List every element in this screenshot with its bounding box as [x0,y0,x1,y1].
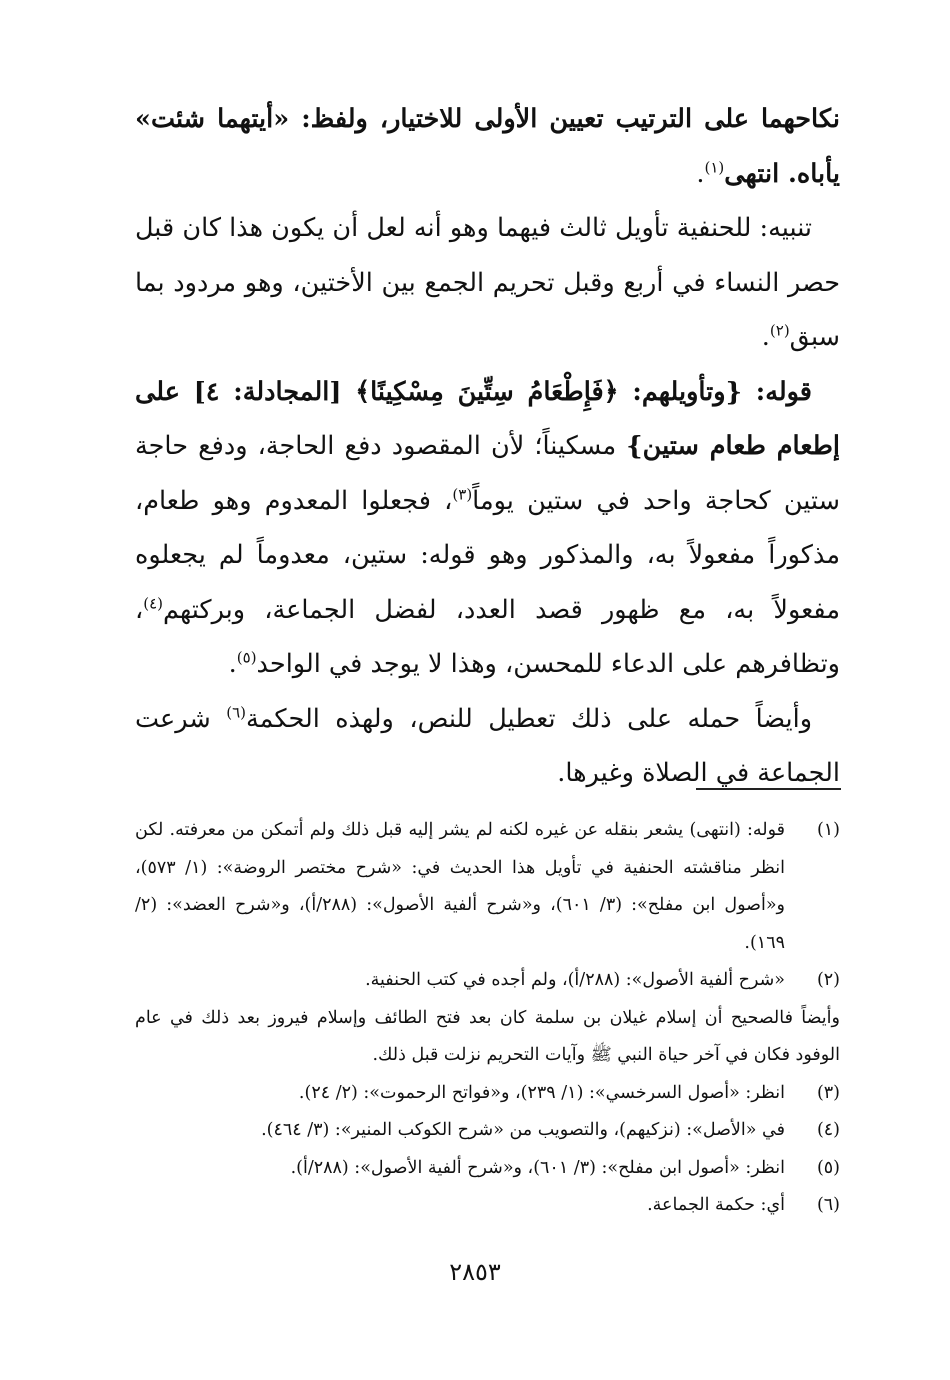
footnote-number: (٣) [816,1082,840,1103]
paragraph-3-lead: قوله: {وتأويلهم: ﴿فَإِطْعَامُ سِتِّينَ مِسْكِينًا﴾ [المجادلة: ٤] على إطعام طعام ستين} [135,376,841,461]
paragraph-1 [135,92,840,201]
footnote-text: أي: حكمة الجماعة. [647,1195,785,1215]
footnote-ref-2: (٢) [769,321,790,340]
paragraph-1-text: نكاحهما على الترتيب تعيين الأولى للاختيار، ولفظ: «أيتهما شئت» يأباه. انتهى [135,104,840,189]
footnote-4 [135,1112,840,1150]
page-number: ٢٨٥٣ [449,1258,501,1286]
footnote-text: قوله: (انتهى) يشعر بنقله عن غيره لكنه لم يشر إليه قبل ذلك ولم أتمكن من معرفته. لكن انظر مناقشته الحنفية في تأويل هذا الحديث في: «شرح مختصر الروضة»: (١/ ٥٧٣)، و«أصول ابن مفلح»: (٣/ ٦٠١)، و«شرح ألفية الأصول»: (٢٨٨/أ)، و«شرح العضد»: (٢/ ١٦٩). [135,820,785,953]
footnote-ref-4: (٤) [143,594,164,612]
footnote-3 [135,1075,840,1113]
paragraph-3-part-b: ، فجعلوا المعدوم وهو طعام، مذكوراً مفعولاً به، والمذكور وهو قوله: ستين، معدوماً لم يجعلوه مفعولاً به، مع ظهور قصد العدد، لفضل الجماعة، وبركتهم [135,485,840,625]
footnote-1 [135,812,840,962]
footnote-number: (٢) [816,970,840,990]
footnote-ref-1: (١) [704,158,725,176]
footnote-ref-3: (٣) [452,485,473,503]
footnote-2 [135,962,840,1000]
footnote-text: انظر: «أصول ابن مفلح»: (٣/ ٦٠١)، و«شرح ألفية الأصول»: (٢٨٨/أ). [290,1157,785,1178]
footnote-text: في «الأصل»: (نزكيهم)، والتصويب من «شرح الكوكب المنير»: (٣/ ٤٦٤). [261,1120,785,1140]
paragraph-4-part-a: وأيضاً حمله على ذلك تعطيل للنص، ولهذه الحكمة [245,703,813,734]
paragraph-2 [135,201,840,365]
paragraph-3-end: . [228,649,237,679]
footnote-5 [135,1150,840,1188]
paragraph-4 [135,692,840,801]
paragraph-1-end: . [696,158,705,189]
paragraph-3 [135,365,840,692]
paragraph-4-part-b: شرعت الجماعة في الصلاة وغيرها. [135,703,840,788]
footnote-number: (٦) [816,1195,840,1215]
footnotes [135,812,840,1225]
footnote-number: (٥) [816,1157,840,1178]
main-text [135,92,840,801]
footnote-text: «شرح ألفية الأصول»: (٢٨٨/أ)، ولم أجده في كتب الحنفية. [365,970,785,990]
footnote-6 [135,1187,840,1225]
footnote-2-continuation [135,1000,840,1075]
footnote-ref-5: (٥) [236,648,257,667]
footnote-text: وأيضاً فالصحيح أن إسلام غيلان بن سلمة كان بعد فتح الطائف وإسلام فيروز بعد ذلك في عام الوفود فكان في آخر حياة النبي ﷺ وآيات التحريم نزلت قبل ذلك. [135,1007,840,1065]
footnote-separator [696,788,841,790]
footnote-number: (١) [816,820,840,840]
footnote-text: انظر: «أصول السرخسي»: (١/ ٢٣٩)، و«فواتح الرحموت»: (٢/ ٢٤). [298,1082,785,1103]
paragraph-2-end: . [761,322,770,352]
paragraph-3-part-a: مسكيناً؛ لأن المقصود دفع الحاجة، ودفع حاجة ستين كحاجة واحد في ستين يوماً [135,431,840,516]
paragraph-3-part-c: ، وتظافرهم على الدعاء للمحسن، وهذا لا يوجد في الواحد [135,594,840,679]
paragraph-2-text: تنبيه: للحنفية تأويل ثالث فيهما وهو أنه لعل أن يكون هذا كان قبل حصر النساء في أربع وقبل تحريم الجمع بين الأختين، وهو مردود بما سبق [135,213,840,352]
footnote-ref-6: (٦) [226,703,246,721]
footnote-number: (٤) [816,1120,840,1140]
